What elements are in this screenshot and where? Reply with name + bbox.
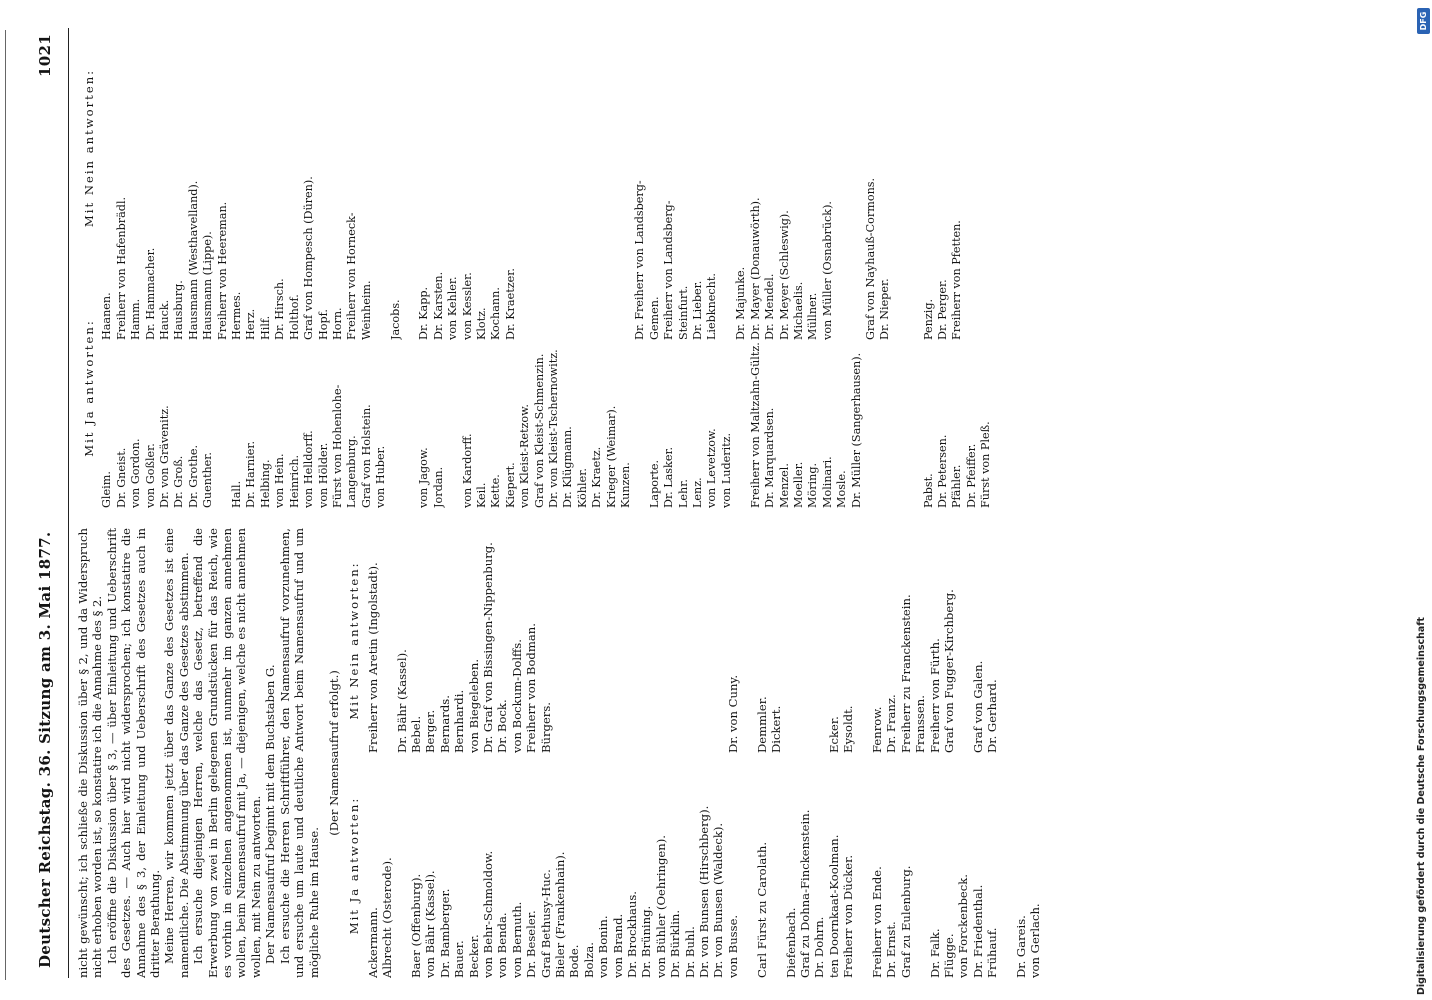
- left-column: [76, 528, 1311, 978]
- no-list: Haanen. Freiherr von Hafenbrädl. Hamm. Dr. Hammacher. Hauck. Hausburg. Hausmann (Westhavelland). Hausmann (Lippe). Freiherr von Heereman. Hermes. Herz. Hilf. Dr. Hirsch. Holthof. Graf von Hompesch (Düren). Hopf. Horn. Freiherr von Horneck-Weinheim. Jacobs. Dr. Kapp. Dr. Karsten. von Kehler. von Kessler. Klotz. Kochann. Dr. Kraetzer. Dr. Freiherr von Landsberg-Gemen. Freiherr von Landsberg-Steinfurt. Dr. Lieber. Liebknecht. Dr. Majunke. Dr. Mayer (Donauwörth). Dr. Mendel. Dr. Meyer (Schleswig). Michaelis. Müllner. von Müller (Osnabrück). Graf von Nayhauß-Cormons. Dr. Nieper. Penzig. Dr. Perger. Freiherr von Pfetten.: [100, 176, 964, 340]
- no-list: Freiherr von Aretin (Ingolstadt). Dr. Bähr (Kassel). Bebel. Berger. Bernards. Bernhardi. von Biegeleben. Dr. Graf von Bissingen-Nippenburg. Dr. Bock. von Bockum-Dolffs. Freiherr von Bodman. Bürgers. Dr. von Cuny. Demmler. Dickert. Ecker. Eysoldt. Fenrow. Dr. Franz. Freiherr zu Franckenstein. Franssen. Freiherr von Fürth. Graf von Fugger-Kirchberg. Graf von Galen. Dr. Gerhard.: [365, 542, 1000, 753]
- extra-list: [100, 28, 993, 168]
- yes-list: Gleim. Dr. Gneist. von Gordon. von Goßler. Dr. von Grävenitz. Dr. Groß. Dr. Grothe. Guenther. Hall. Dr. Harnier. Helbing. von Hein. Heinrich. von Helldorff. von Hölder. Fürst von Hohenlohe-Langenburg. Graf von Holstein. von Huber. von Jagow. Jordan. von Kardorff. Keil. Kette. Kiepert. von Kleist-Retzow. Graf von Kleist-Schmenzin. Dr. von Kleist-Tschernowitz. Dr. Klügmann. Köhler. Dr. Kraetz. Krieger (Weimar). Kunzen. Laporte. Dr. Lasker. Lehr. Lenz. von Levetzow. von Luderitz. Freiherr von Maltzahn-Gültz. Dr. Marquardsen. Menzel. Moeller. Möring. Molinari. Mosle. Dr. Müller (Sangerhausen). Pabst. Dr. Petersen. Pfähler. Dr. Pfeiffer. Fürst von Pleß.: [100, 342, 993, 508]
- dfg-logo-text: DFG: [1419, 11, 1428, 31]
- yes-list: Ackermann. Albrecht (Osterode). Baer (Offenburg). von Bähr (Kassel). Dr. Bamberger. Bauer. Becker. von Behr-Schmoldow. von Benda. von Bernuth. Dr. Beseler. Graf Bethusy-Huc. Bieler (Frankenhain). Bode. Bolza. von Bonin. von Brand. Dr. Brockhaus. Dr. Brüning. von Bühler (Oehringen). Dr. Bürklin. Dr. Buhl. Dr. von Bunsen (Hirschberg). Dr. von Bunsen (Waldeck). von Busse. Carl Fürst zu Carolath. Diefenbach. Graf zu Dohna-Finckenstein. Dr. Dohrn. ten Doornkaat-Koolman. Freiherr von Dücker. Freiherr von Ende. Dr. Ernst. Graf zu Eulenburg. Dr. Falk. Flügge. von Forckenbeck. Dr. Friedenthal. Frühauf. Dr. Gareis. von Gerlach.: [365, 805, 1043, 978]
- credit-text: Digitalisierung gefördert durch die Deutsche Forschungsgemeinschaft: [1416, 617, 1427, 995]
- paragraph: nicht gewünscht; ich schließe die Diskussion über § 2, und da Widerspruch nicht erhoben worden ist, so konstatire ich die Annahme des § 2.: [76, 528, 105, 978]
- vote-headings: [82, 28, 96, 508]
- paragraph: Ich ersuche die Herren Schriftführer, den Namensaufruf vorzunehmen, und ersuche um laute und deutliche Antwort beim Namensaufruf und um mögliche Ruhe im Hause.: [277, 528, 321, 978]
- page-number: 1021: [36, 34, 54, 77]
- yes-heading: Mit Ja antworten:: [347, 796, 362, 935]
- paragraph: Der Namensaufruf beginnt mit dem Buchstaben G.: [263, 664, 278, 964]
- digitization-credit: [1414, 395, 1430, 995]
- no-heading: Mit Nein antworten:: [347, 561, 362, 720]
- vote-headings: [347, 528, 361, 978]
- running-head: Deutscher Reichstag. 36. Sitzung am 3. Mai 1877.: [36, 531, 54, 968]
- no-heading: Mit Nein antworten:: [82, 68, 96, 228]
- yes-heading: Mit Ja antworten:: [82, 319, 96, 457]
- right-column: [76, 28, 1311, 508]
- vote-lists: [100, 28, 993, 508]
- roll-call-note: (Der Namensaufruf erfolgt.): [326, 670, 341, 836]
- document-page: [28, 28, 1318, 978]
- paragraph: Meine Herren, wir kommen jetzt über das Ganze des Gesetzes ist eine namentliche. Die Abstimmung über das Ganze des Gesetzes abstimmen.: [162, 528, 191, 978]
- page-header: [28, 28, 69, 978]
- paragraph: Ich eröffne die Diskussion über § 3, — über Einleitung und Ueberschrift des Gesetzes. — Auch hier wird nicht widersprochen; ich konstatire die Annahme des § 3, der Einleitung und Ueberschrift des Gesetzes auch in dritter Berathung.: [104, 528, 163, 978]
- dfg-logo: [1417, 8, 1430, 34]
- paragraph: Ich ersuche diejenigen Herren, welche das Gesetz, betreffend die Erwerbung von zwei in Berlin gelegenen Grundstücken für das Reich, wie es vorhin in einzelnen angenommen ist, nunmehr im ganzen annehmen wollen, beim Namensaufruf mit Ja, — diejenigen, welche es nicht annehmen wollen, mit Nein zu antworten.: [191, 528, 263, 978]
- vote-lists: [366, 528, 1043, 978]
